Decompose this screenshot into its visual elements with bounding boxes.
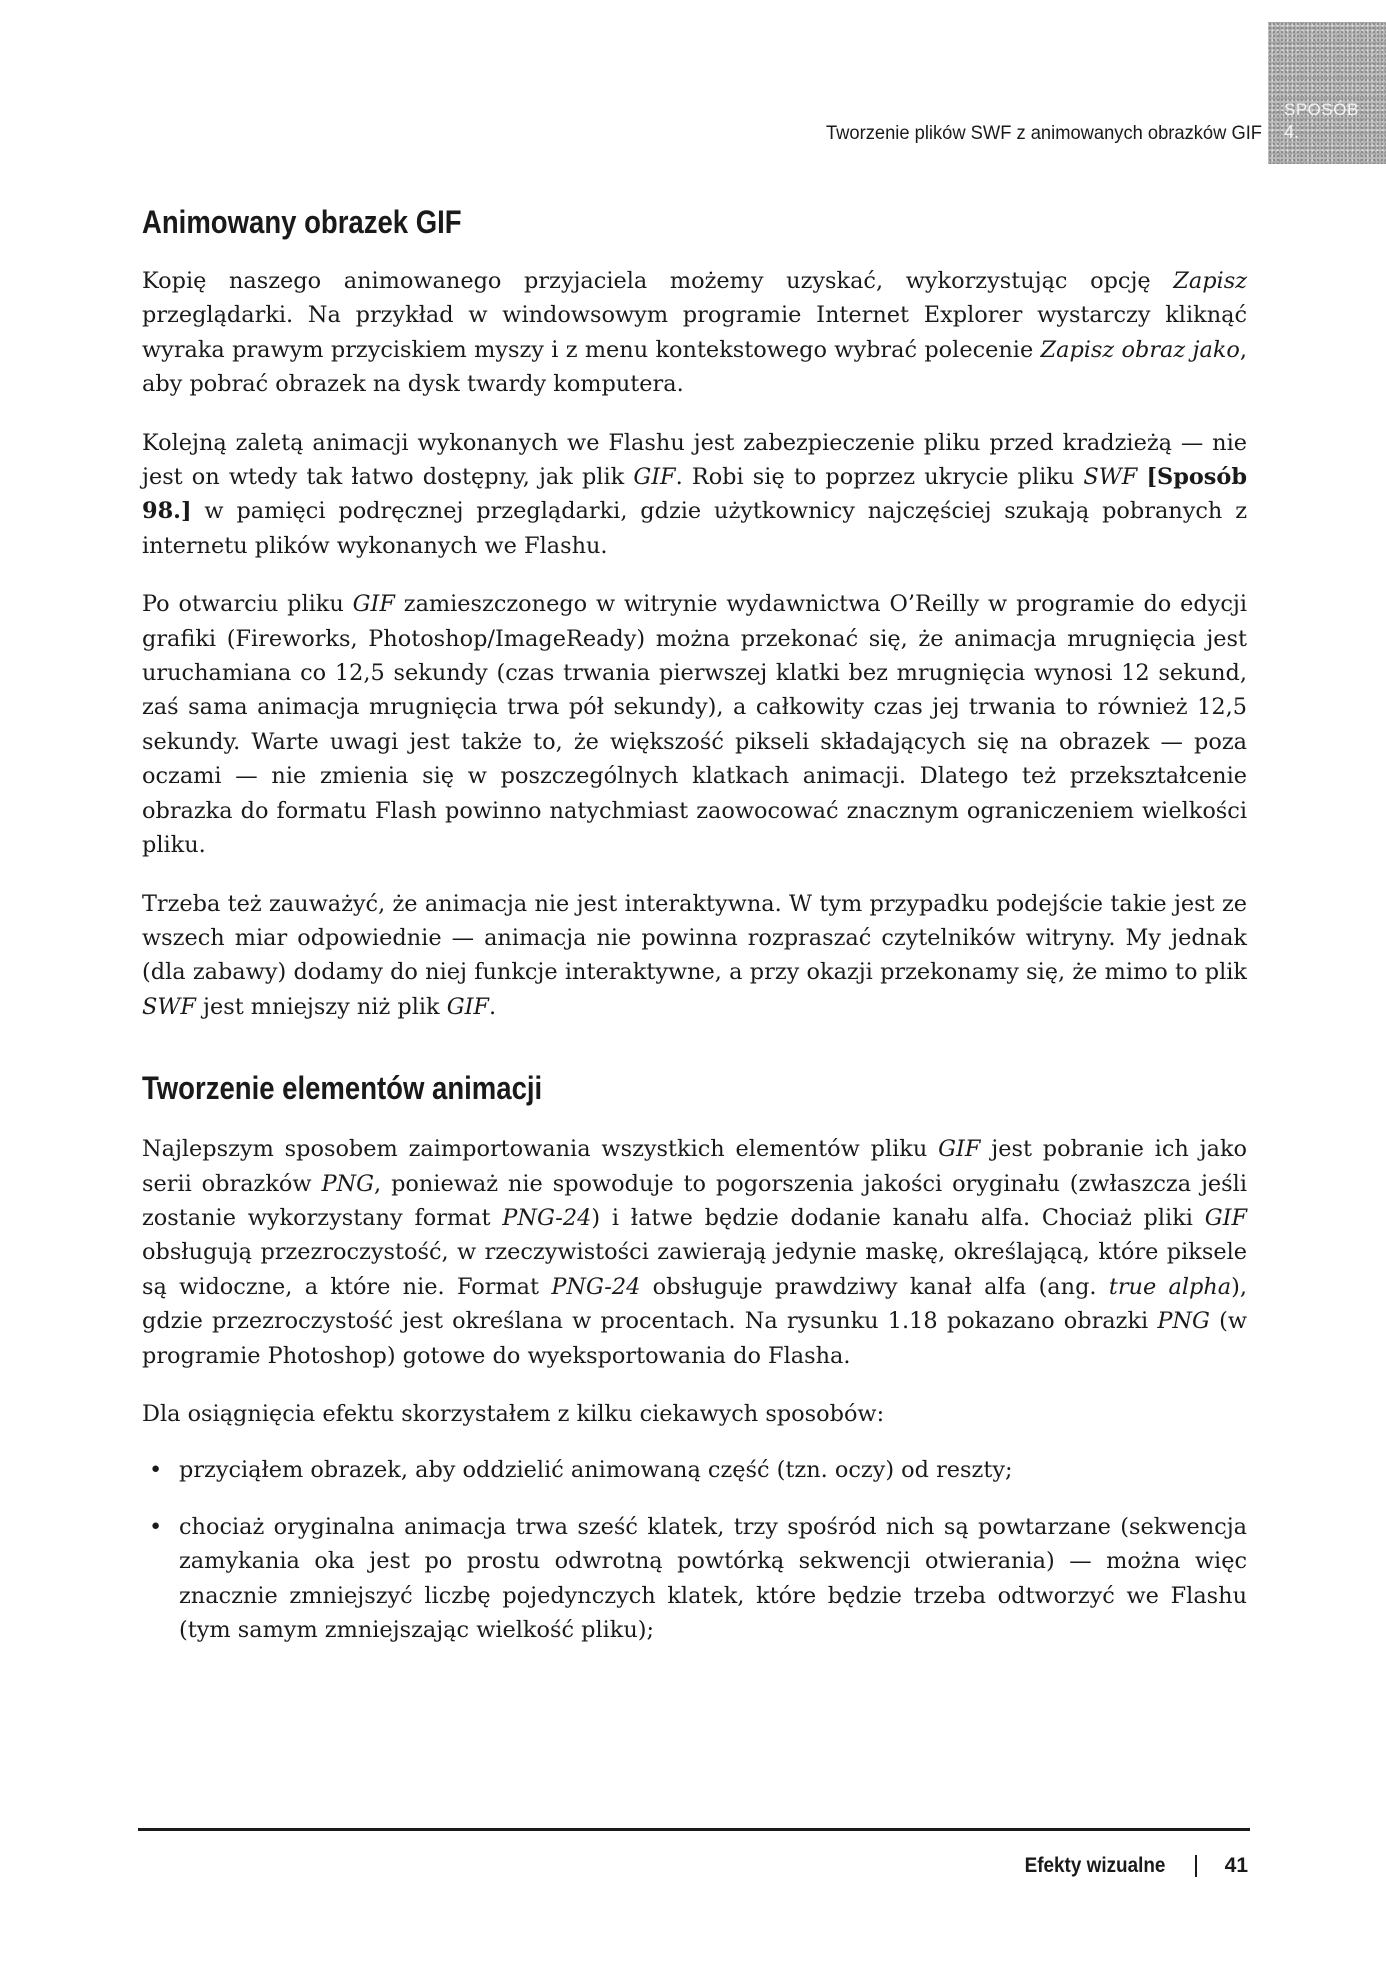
text-run: jest mniejszy niż plik <box>195 993 447 1020</box>
text-run: przeglądarki. Na przykład w windowsowym programie Internet Explorer wystarczy kliknąć wyraka prawym przyciskiem myszy i z menu kontekstowego wybrać polecenie <box>142 302 1247 363</box>
italic-term: GIF <box>938 1136 981 1163</box>
text-run: obsługuje prawdziwy kanał alfa (ang. <box>640 1273 1109 1300</box>
list-item-text: przyciąłem obrazek, aby oddzielić animowaną część (tzn. oczy) od reszty; <box>179 1457 1013 1484</box>
paragraph: Dla osiągnięcia efektu skorzystałem z kilku ciekawych sposobów: <box>142 1400 885 1427</box>
italic-term: PNG <box>1157 1308 1210 1335</box>
cross-reference: [Sposób 98.] <box>142 464 1247 525</box>
page-number: 41 <box>1224 1854 1248 1877</box>
text-run: Najlepszym sposobem zaimportowania wszystkich elementów pliku <box>142 1136 939 1163</box>
text-run: obsługują przezroczystość, w rzeczywistości zawierają jedynie maskę, określającą, które piksele są widoczne, a które nie. Format <box>142 1239 1247 1300</box>
italic-term: PNG-24 <box>502 1204 592 1231</box>
text-run: ) i łatwe będzie dodanie kanału alfa. Chociaż pliki <box>591 1204 1205 1231</box>
bullet-icon: • <box>149 1457 163 1484</box>
italic-term: GIF <box>352 591 395 618</box>
footer-chapter-title: Efekty wizualne <box>1024 1854 1166 1877</box>
text-run: ), gdzie przezroczystość jest określana w procentach. Na rysunku 1.18 pokazano obrazki <box>142 1273 1247 1335</box>
footer-rule <box>138 1828 1250 1831</box>
paragraph <box>142 264 1247 402</box>
footer-separator <box>1195 1855 1197 1877</box>
paragraph <box>142 887 1247 1025</box>
text-run: , aby pobrać obrazek na dysk twardy komputera. <box>142 336 1247 398</box>
italic-term: GIF <box>446 993 489 1020</box>
list-item <box>142 1510 1247 1648</box>
text-run: w pamięci podręcznej przeglądarki, gdzie użytkownicy najczęściej szukają pobranych z internetu plików wykonanych we Flashu. <box>142 498 1247 559</box>
text-run: zamieszczonego w witrynie wydawnictwa O’Reilly w programie do edycji grafiki (Fireworks, Photoshop/ImageReady) można przekonać się, że animacja mrugnięcia jest uruchamiana co 12,5 sekundy (czas trwania pierwszej klatki bez mrugnięcia wynosi 12 sekund, zaś sama animacja mrugnięcia trwa pół sekundy), a całkowity czas jej trwania to również 12,5 sekundy. Warte uwagi jest także to, że większość pikseli składających się na obrazek — poza oczami — nie zmienia się w poszczególnych klatkach animacji. Dlatego też przekształcenie obrazka do formatu Flash powinno natychmiast zaowocować znacznym ograniczeniem wielkości pliku. <box>142 591 1247 859</box>
italic-term: SWF <box>1083 464 1138 491</box>
italic-term: true alpha <box>1108 1273 1232 1300</box>
running-head: Tworzenie plików SWF z animowanych obrazków GIF <box>826 122 1262 144</box>
page-body <box>142 196 1247 1647</box>
text-run: . <box>488 993 497 1020</box>
text-run: Po otwarciu pliku <box>142 591 353 618</box>
section-heading-animation-elements: Tworzenie elementów animacji <box>142 1070 543 1107</box>
italic-term: GIF <box>1204 1204 1247 1231</box>
text-run: Kolejną zaletą animacji wykonanych we Flashu jest zabezpieczenie pliku przed kradzieżą — nie jest on wtedy tak łatwo dostępny, jak plik <box>142 429 1247 491</box>
chapter-tab <box>1268 22 1386 164</box>
chapter-tab-number: 4. <box>1284 122 1300 142</box>
italic-term: Zapisz <box>1173 268 1247 294</box>
text-run: , ponieważ nie spowoduje to pogorszenia jakości oryginału (zwłaszcza jeśli zostanie wykorzystany format <box>142 1170 1247 1231</box>
paragraph <box>142 426 1247 564</box>
bullet-icon: • <box>149 1513 163 1540</box>
italic-term: Zapisz obraz jako <box>1040 336 1240 363</box>
paragraph <box>142 587 1247 862</box>
page-footer <box>1009 1854 1248 1878</box>
bullet-list <box>142 1453 1247 1647</box>
chapter-tab-label: SPOSÓB <box>1284 100 1359 119</box>
italic-term: PNG <box>321 1170 375 1197</box>
text-run: Trzeba też zauważyć, że animacja nie jest interaktywna. W tym przypadku podejście takie jest ze wszech miar odpowiednie — animacja nie powinna rozpraszać czytelników witryny. My jednak (dla zabawy) dodamy do niej funkcje interaktywne, a przy okazji przekonamy się, że mimo to plik <box>142 890 1247 986</box>
text-run: jest pobranie ich jako serii obrazków <box>142 1136 1247 1197</box>
italic-term: GIF <box>633 464 676 491</box>
paragraph <box>142 1132 1247 1373</box>
text-run: (w programie Photoshop) gotowe do wyeksportowania do Flasha. <box>142 1308 1247 1369</box>
section-heading-animated-gif: Animowany obrazek GIF <box>142 204 462 240</box>
text-run: Kopię naszego animowanego przyjaciela możemy uzyskać, wykorzystując opcję <box>142 268 1174 294</box>
italic-term: SWF <box>142 993 196 1020</box>
list-item <box>142 1453 1247 1487</box>
list-item-text: chociaż oryginalna animacja trwa sześć klatek, trzy spośród nich są powtarzane (sekwencja zamykania oka jest po prostu odwrotną powtórką sekwencji otwierania) — można więc znacznie zmniejszyć liczbę pojedynczych klatek, które będzie trzeba odtworzyć we Flashu (tym samym zmniejszając wielkość pliku); <box>179 1513 1247 1643</box>
text-run: . Robi się to poprzez ukrycie pliku <box>675 464 1084 491</box>
italic-term: PNG-24 <box>551 1273 641 1300</box>
